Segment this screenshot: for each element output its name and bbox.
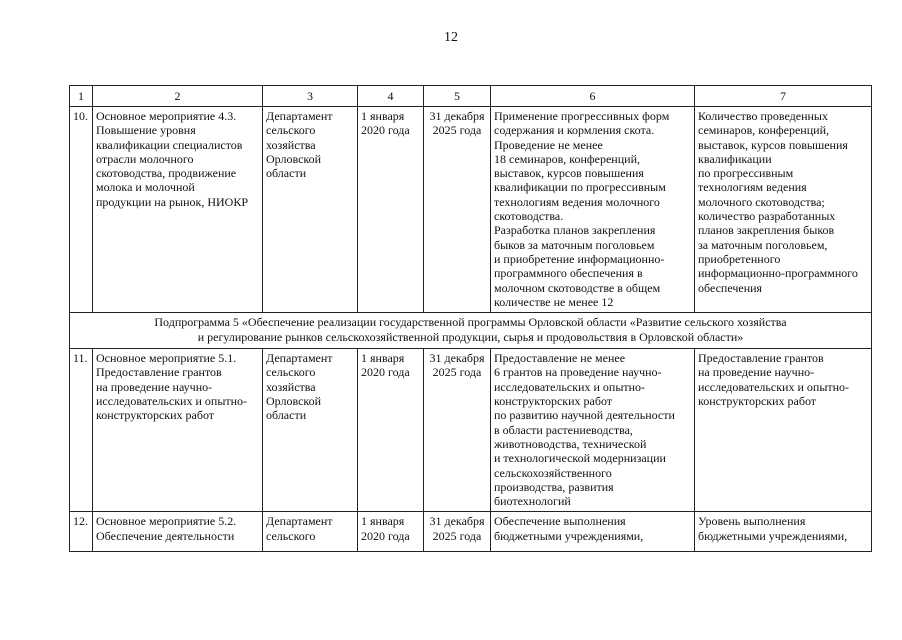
- text-line: 2025 года: [432, 365, 482, 380]
- end-date-cell: [424, 349, 491, 512]
- text-line: хозяйства: [266, 379, 316, 394]
- text-line: информационно-программного: [698, 266, 858, 281]
- text-line: содержания и кормления скота.: [494, 123, 655, 138]
- activity-cell: [93, 349, 263, 512]
- text-line: в области растениеводства,: [494, 422, 633, 437]
- text-line: Основное мероприятие 4.3.: [96, 109, 237, 123]
- text-line: Департамент: [266, 514, 333, 529]
- result-cell: [491, 107, 695, 313]
- text-line: конструкторских работ: [96, 408, 215, 423]
- activity-cell: [93, 512, 263, 552]
- text-line: и приобретение информационно-: [494, 251, 665, 266]
- text-line: хозяйства: [266, 137, 316, 152]
- text-line: обеспечения: [698, 280, 763, 295]
- header-cell: 5: [424, 86, 491, 107]
- row-number: 11.: [70, 349, 93, 512]
- text-line: биотехнологий: [494, 494, 571, 509]
- text-line: Применение прогрессивных форм: [494, 109, 670, 123]
- text-line: 18 семинаров, конференций,: [494, 151, 640, 166]
- text-line: Подпрограмма 5 «Обеспечение реализации государственной программы Орловской области «Развитие сельского хозяйства: [154, 315, 787, 330]
- text-line: животноводства, технической: [494, 436, 647, 451]
- start-date-cell: [358, 349, 424, 512]
- text-line: на проведение научно-: [698, 365, 815, 380]
- table-header-row: [70, 86, 872, 107]
- text-line: бюджетными учреждениями,: [494, 528, 644, 543]
- indicator-cell: [695, 349, 872, 512]
- text-line: Обеспечение деятельности: [96, 528, 235, 543]
- header-cell: 3: [263, 86, 358, 107]
- text-line: 1 января: [361, 351, 405, 366]
- executor-cell: [263, 107, 358, 313]
- result-cell: [491, 349, 695, 512]
- text-line: Предоставление грантов: [698, 351, 824, 366]
- text-line: исследовательских и опытно-: [698, 379, 850, 394]
- executor-cell: [263, 349, 358, 512]
- text-line: Основное мероприятие 5.1.: [96, 351, 237, 366]
- text-line: квалификации по прогрессивным: [494, 180, 666, 195]
- text-line: Департамент: [266, 351, 333, 366]
- subprogram-title: [70, 313, 872, 349]
- text-line: и регулирование рынков сельскохозяйственной продукции, сырья и продовольствия в Орловской области»: [197, 330, 744, 345]
- text-line: 2025 года: [432, 528, 482, 543]
- text-line: производства, развития: [494, 479, 614, 494]
- text-line: Уровень выполнения: [698, 514, 806, 529]
- text-line: 1 января: [361, 109, 405, 123]
- start-date-cell: [358, 107, 424, 313]
- text-line: скотоводства.: [494, 209, 564, 224]
- text-line: быков за маточным поголовьем: [494, 237, 655, 252]
- text-line: 31 декабря: [429, 109, 485, 123]
- text-line: продукции на рынок, НИОКР: [96, 194, 249, 209]
- table-row: [70, 107, 872, 313]
- activity-cell: [93, 107, 263, 313]
- text-line: технологиям ведения: [698, 180, 807, 195]
- text-line: выставок, курсов повышения: [698, 137, 848, 152]
- text-line: технологиям ведения молочного: [494, 194, 660, 209]
- row-number: 12.: [70, 512, 93, 552]
- text-line: по прогрессивным: [698, 166, 794, 181]
- text-line: области: [266, 166, 307, 181]
- text-line: Предоставление грантов: [96, 365, 222, 380]
- text-line: бюджетными учреждениями,: [698, 528, 848, 543]
- text-line: молочном скотоводстве в общем: [494, 280, 661, 295]
- text-line: Проведение не менее: [494, 137, 603, 152]
- text-line: 2020 года: [361, 365, 410, 380]
- text-line: количество разработанных: [698, 209, 836, 224]
- text-line: исследовательских и опытно-: [494, 379, 646, 394]
- text-line: 2025 года: [432, 123, 482, 138]
- text-line: молочного скотоводства;: [698, 194, 825, 209]
- subprogram-row: [70, 313, 872, 349]
- text-line: на проведение научно-: [96, 379, 213, 394]
- indicator-cell: [695, 512, 872, 552]
- indicator-cell: [695, 107, 872, 313]
- text-line: Повышение уровня: [96, 123, 196, 138]
- header-cell: 4: [358, 86, 424, 107]
- end-date-cell: [424, 107, 491, 313]
- executor-cell: [263, 512, 358, 552]
- header-cell: 1: [70, 86, 93, 107]
- row-number: 10.: [70, 107, 93, 313]
- text-line: планов закрепления быков: [698, 223, 835, 238]
- text-line: Обеспечение выполнения: [494, 514, 626, 529]
- text-line: молока и молочной: [96, 180, 195, 195]
- header-cell: 6: [491, 86, 695, 107]
- text-line: области: [266, 408, 307, 423]
- text-line: Департамент: [266, 109, 333, 123]
- text-line: 1 января: [361, 514, 405, 529]
- text-line: квалификации: [698, 151, 772, 166]
- text-line: конструкторских работ: [698, 394, 817, 409]
- text-line: 2020 года: [361, 123, 410, 138]
- page-number: 12: [444, 30, 458, 45]
- text-line: сельскохозяйственного: [494, 465, 612, 480]
- text-line: Орловской: [266, 394, 322, 409]
- text-line: Разработка планов закрепления: [494, 223, 656, 238]
- text-line: 6 грантов на проведение научно-: [494, 365, 662, 380]
- text-line: 2020 года: [361, 528, 410, 543]
- text-line: и технологической модернизации: [494, 451, 666, 466]
- text-line: исследовательских и опытно-: [96, 394, 248, 409]
- text-line: Основное мероприятие 5.2.: [96, 514, 237, 529]
- start-date-cell: [358, 512, 424, 552]
- text-line: сельского: [266, 528, 316, 543]
- text-line: 31 декабря: [429, 514, 485, 529]
- text-line: конструкторских работ: [494, 394, 613, 409]
- text-line: сельского: [266, 123, 316, 138]
- table-row: [70, 512, 872, 552]
- text-line: отрасли молочного: [96, 151, 194, 166]
- end-date-cell: [424, 512, 491, 552]
- text-line: выставок, курсов повышения: [494, 166, 644, 181]
- text-line: Количество проведенных: [698, 109, 828, 123]
- text-line: Орловской: [266, 151, 322, 166]
- text-line: за маточным поголовьем,: [698, 237, 828, 252]
- text-line: семинаров, конференций,: [698, 123, 829, 138]
- table-row: [70, 349, 872, 512]
- text-line: количестве не менее 12: [494, 294, 614, 309]
- text-line: по развитию научной деятельности: [494, 408, 675, 423]
- result-cell: [491, 512, 695, 552]
- text-line: скотоводства, продвижение: [96, 166, 237, 181]
- header-cell: 7: [695, 86, 872, 107]
- text-line: программного обеспечения в: [494, 266, 643, 281]
- header-cell: 2: [93, 86, 263, 107]
- text-line: Предоставление не менее: [494, 351, 626, 366]
- text-line: квалификации специалистов: [96, 137, 243, 152]
- text-line: приобретенного: [698, 251, 781, 266]
- text-line: сельского: [266, 365, 316, 380]
- text-line: 31 декабря: [429, 351, 485, 366]
- activities-table: [69, 85, 872, 552]
